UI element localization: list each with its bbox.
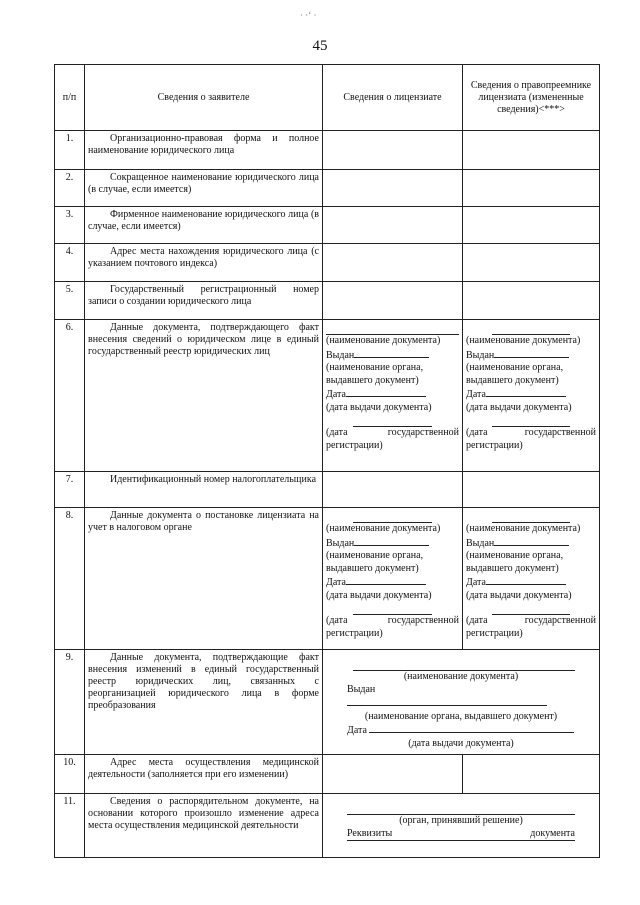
licensee-field[interactable] (323, 170, 463, 207)
doc-name-line[interactable] (326, 322, 459, 335)
date-line[interactable] (486, 575, 566, 585)
successor-field[interactable] (463, 170, 600, 207)
row-description: Фирменное наименование юридического лица (в случае, если имеется) (85, 207, 323, 244)
successor-doc-block (463, 508, 600, 650)
header-applicant: Сведения о заявителе (85, 65, 323, 131)
issued-line[interactable] (354, 536, 429, 546)
successor-field[interactable] (463, 472, 600, 508)
licensee-doc-block (323, 320, 463, 472)
issue-date-label: (дата выдачи документа) (466, 589, 572, 601)
date-line[interactable] (369, 723, 574, 733)
row-description: Сведения о распорядительном документе, на основании которого произошло изменение адреса места осуществления медицинской деятельности (85, 794, 323, 858)
issued-line[interactable] (347, 696, 547, 706)
successor-field[interactable] (463, 282, 600, 320)
row-number: 10. (55, 755, 85, 794)
row-description: Данные документа, подтверждающие факт внесения изменений в единый государственный реестр юридических лиц, связанных с реорганизацией юридического лица в форме преобразования (85, 650, 323, 755)
row-number: 4. (55, 244, 85, 282)
page-number: 45 (312, 38, 328, 54)
licensee-field[interactable] (323, 244, 463, 282)
date-label: Дата (326, 577, 346, 588)
row-description: Организационно-правовая форма и полное наименование юридического лица (85, 131, 323, 170)
table-row (55, 282, 600, 320)
reg-date-line[interactable] (353, 414, 433, 427)
table-row (55, 508, 600, 650)
form-table (54, 64, 600, 858)
row-number: 5. (55, 282, 85, 320)
date-line[interactable] (346, 575, 426, 585)
row-description: Сокращенное наименование юридического лица (в случае, если имеется) (85, 170, 323, 207)
successor-field[interactable] (463, 131, 600, 170)
table-row (55, 320, 600, 472)
row-number: 2. (55, 170, 85, 207)
row-description: Адрес места нахождения юридического лица (с указанием почтового индекса) (85, 244, 323, 282)
scan-mark: · ·‘ · (300, 10, 317, 20)
reorganization-doc-block (323, 650, 600, 755)
row-number: 7. (55, 472, 85, 508)
issuer-label: (наименование органа, выдавшего документ) (466, 550, 564, 574)
issued-line[interactable] (354, 348, 429, 358)
issued-line[interactable] (494, 348, 569, 358)
row-number: 1. (55, 131, 85, 170)
issued-label: Выдан (326, 537, 355, 549)
date-label: Дата (466, 577, 486, 588)
successor-field[interactable] (463, 244, 600, 282)
date-line[interactable] (486, 387, 566, 397)
date-label: Дата (347, 725, 367, 736)
row-description: Идентификационный номер налогоплательщика (85, 472, 323, 508)
issued-label: Выдан (326, 349, 355, 361)
issuer-label: (наименование органа, выдавшего документ) (466, 362, 564, 386)
row-description: Государственный регистрационный номер записи о создании юридического лица (85, 282, 323, 320)
table-row (55, 794, 600, 858)
issuer-label: (наименование органа, выдавшего документ) (326, 362, 424, 386)
doc-name-label: (наименование документа) (326, 523, 441, 534)
table-row (55, 207, 600, 244)
row-description: Данные документа о постановке лицензиата на учет в налоговом органе (85, 508, 323, 650)
doc-name-line[interactable] (492, 510, 570, 523)
issuer-label: (наименование органа, выдавшего документ) (326, 550, 424, 574)
doc-name-line[interactable] (353, 658, 575, 671)
date-line[interactable] (346, 387, 426, 397)
issue-date-label: (дата выдачи документа) (408, 737, 514, 749)
order-doc-block (323, 794, 600, 858)
licensee-field[interactable] (323, 282, 463, 320)
table-row (55, 472, 600, 508)
date-label: Дата (466, 389, 486, 400)
reg-date-line[interactable] (492, 414, 570, 427)
row-number: 9. (55, 650, 85, 755)
licensee-field[interactable] (323, 472, 463, 508)
doc-name-label: (наименование документа) (466, 335, 581, 346)
header-num: п/п (55, 65, 85, 131)
doc-name-label: (наименование документа) (403, 671, 519, 682)
reg-date-label: (дата государственной регистрации) (326, 615, 459, 639)
row-number: 8. (55, 508, 85, 650)
requisites-doc-label: документа (530, 827, 575, 839)
issued-label: Выдан (466, 537, 495, 549)
licensee-field[interactable] (323, 131, 463, 170)
authority-label: (орган, принявший решение) (399, 815, 523, 826)
issued-label: Выдан (466, 349, 495, 361)
licensee-field[interactable] (323, 755, 463, 794)
issuer-label: (наименование органа, выдавшего документ) (364, 710, 558, 722)
issued-line[interactable] (494, 536, 569, 546)
doc-name-label: (наименование документа) (326, 335, 441, 346)
row-number: 3. (55, 207, 85, 244)
date-label: Дата (326, 389, 346, 400)
issue-date-label: (дата выдачи документа) (326, 401, 432, 413)
issued-label: Выдан (347, 683, 376, 695)
row-description: Адрес места осуществления медицинской деятельности (заполняется при его изменении) (85, 755, 323, 794)
reg-date-label: (дата государственной регистрации) (466, 427, 596, 451)
table-header-row (55, 65, 600, 131)
successor-field[interactable] (463, 755, 600, 794)
table-row (55, 244, 600, 282)
table-row (55, 755, 600, 794)
licensee-field[interactable] (323, 207, 463, 244)
successor-field[interactable] (463, 207, 600, 244)
row-description: Данные документа, подтверждающего факт внесения сведений о юридическом лице в единый государственный реестр юридических лиц (85, 320, 323, 472)
reg-date-label: (дата государственной регистрации) (326, 427, 459, 451)
reg-date-label: (дата государственной регистрации) (466, 615, 596, 639)
reg-date-line[interactable] (353, 602, 433, 615)
table-row (55, 131, 600, 170)
successor-doc-block (463, 320, 600, 472)
issue-date-label: (дата выдачи документа) (466, 401, 572, 413)
reg-date-line[interactable] (492, 602, 570, 615)
table-row (55, 650, 600, 755)
requisites-label: Реквизиты (347, 827, 393, 839)
row-number: 6. (55, 320, 85, 472)
header-successor: Сведения о правопреемнике лицензиата (измененные сведения)<***> (463, 65, 600, 131)
header-licensee: Сведения о лицензиате (323, 65, 463, 131)
doc-name-line[interactable] (492, 322, 570, 335)
row-number: 11. (55, 794, 85, 858)
table-row (55, 170, 600, 207)
authority-line[interactable] (347, 802, 575, 815)
issue-date-label: (дата выдачи документа) (326, 589, 432, 601)
doc-name-label: (наименование документа) (466, 523, 581, 534)
licensee-doc-block (323, 508, 463, 650)
doc-name-line[interactable] (353, 510, 433, 523)
